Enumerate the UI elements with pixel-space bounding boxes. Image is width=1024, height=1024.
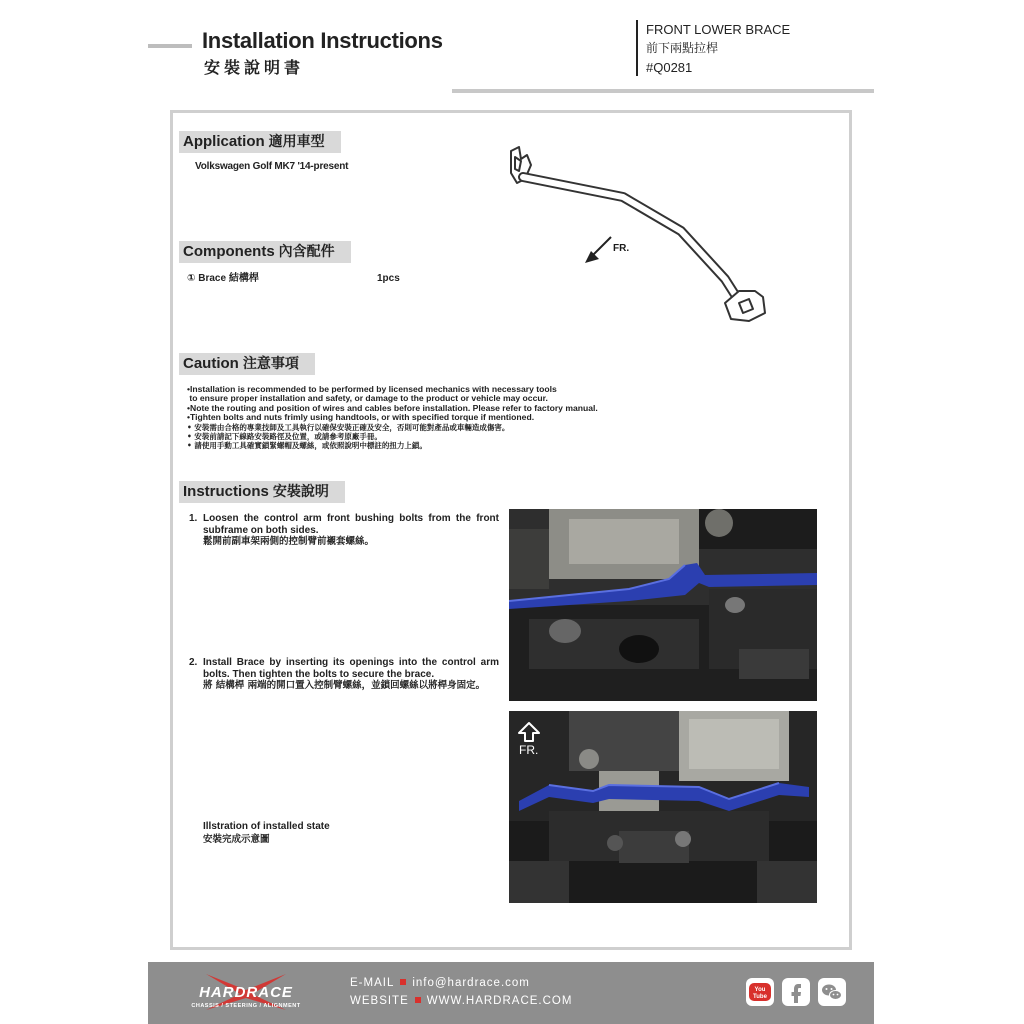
arrow-up-icon — [517, 721, 541, 743]
website-label: WEBSITE — [350, 995, 409, 1007]
application-heading-zh: 適用車型 — [268, 134, 325, 150]
component-qty: 1pcs — [377, 273, 400, 284]
installed-caption-zh: 安裝完成示意圖 — [203, 834, 270, 845]
brand-tagline: CHASSIS / STEERING / ALIGNMENT — [191, 1003, 301, 1009]
hardrace-logo — [176, 970, 316, 1014]
brand-name: HARDRACE — [199, 984, 293, 1001]
instructions-heading-zh: 安裝說明 — [272, 484, 329, 500]
part-number: #Q0281 — [646, 60, 693, 75]
youtube-icon[interactable] — [746, 978, 774, 1006]
step-number: 1. — [189, 513, 198, 524]
caution-heading — [179, 353, 315, 375]
step-1-photo — [509, 509, 817, 701]
caution-line: • 安裝需由合格的專業技師及工具執行以確保安裝正確及安全，否則可能對產品或車輛造成傷害。 — [187, 422, 510, 432]
svg-text:You: You — [754, 987, 766, 993]
vehicle-fitment: Volkswagen Golf MK7 '14-present — [195, 161, 349, 172]
front-direction-label: FR. — [613, 243, 630, 254]
footer — [148, 962, 874, 1024]
front-direction-indicator — [581, 231, 641, 267]
instructions-heading-en: Instructions — [183, 483, 269, 500]
header-accent-line — [148, 44, 192, 48]
components-heading-zh: 內含配件 — [278, 244, 335, 260]
svg-text:Tube: Tube — [753, 994, 767, 1000]
step-number: 2. — [189, 657, 198, 668]
caution-line: •Installation is recommended to be performed by licensed mechanics with necessary tools — [187, 384, 557, 394]
caution-line: • 安裝前請記下線路安裝路徑及位置，或請參考原廠手冊。 — [187, 432, 382, 442]
website-line — [350, 995, 572, 1007]
caution-line: •Note the routing and position of wires and cables before installation. Please refer to factory manual. — [187, 402, 598, 413]
header-divider — [636, 20, 638, 76]
bullet-icon — [400, 979, 406, 985]
youtube-icon-glyph — [746, 978, 774, 1006]
wechat-icon-glyph — [818, 978, 846, 1006]
brace-illustration — [503, 143, 793, 333]
instruction-sheet — [148, 0, 874, 1024]
caution-heading-zh: 注意事項 — [242, 356, 299, 372]
product-name: FRONT LOWER BRACE — [646, 22, 791, 37]
application-heading-en: Application — [183, 133, 265, 150]
email-line — [350, 977, 530, 989]
step-1-photo-image — [509, 509, 817, 701]
email-label: E-MAIL — [350, 977, 395, 989]
facebook-icon[interactable] — [782, 978, 810, 1006]
header-rule — [452, 89, 874, 93]
instruction-step-2 — [189, 657, 501, 692]
page-title: Installation Instructions — [202, 28, 443, 53]
brace-diagram — [503, 143, 793, 333]
components-heading — [179, 241, 351, 263]
wechat-icon[interactable] — [818, 978, 846, 1006]
caution-line: to ensure proper installation and safety, or damage to the product or vehicle may occur. — [187, 393, 548, 404]
instruction-step-1 — [189, 513, 501, 548]
photo-front-direction-label: FR. — [519, 743, 539, 757]
page-title-zh: 安裝說明書 — [204, 58, 305, 77]
step-text-zh: 鬆開前副車架兩側的控制臂前襯套螺絲。 — [203, 536, 375, 547]
installed-caption: Illstration of installed state — [203, 821, 330, 832]
photo-front-direction-indicator — [517, 721, 547, 761]
step-text: Loosen the control arm front bushing bolts from the front subframe on both sides. — [203, 513, 499, 536]
step-text: Install Brace by inserting its openings into the control arm bolts. Then tighten the bolts to secure the brace. — [203, 657, 499, 680]
product-name-zh: 前下兩點拉桿 — [646, 41, 719, 55]
caution-list — [187, 385, 598, 451]
bullet-icon — [415, 997, 421, 1003]
email-link[interactable]: info@hardrace.com — [412, 977, 530, 989]
content-box — [170, 110, 852, 950]
facebook-icon-glyph — [782, 978, 810, 1006]
installed-state-photo-image — [509, 711, 817, 903]
arrow-down-left-icon — [581, 231, 641, 267]
caution-heading-en: Caution — [183, 355, 239, 372]
application-heading — [179, 131, 341, 153]
caution-line: • 請使用手動工具確實鎖緊螺帽及螺絲，或依照說明中標註的扭力上鎖。 — [187, 441, 427, 451]
product-info — [646, 20, 790, 77]
website-link[interactable]: WWW.HARDRACE.COM — [426, 995, 573, 1007]
components-heading-en: Components — [183, 243, 275, 260]
caution-line: •Tighten bolts and nuts frimly using handtools, or with specified torque if mentioned. — [187, 412, 535, 423]
component-label: ① Brace 結構桿 — [187, 273, 259, 284]
instructions-heading — [179, 481, 345, 503]
installed-state-photo — [509, 711, 817, 903]
step-text-zh: 將 結構桿 兩端的開口置入控制臂螺絲，並鎖回螺絲以將桿身固定。 — [203, 680, 486, 691]
